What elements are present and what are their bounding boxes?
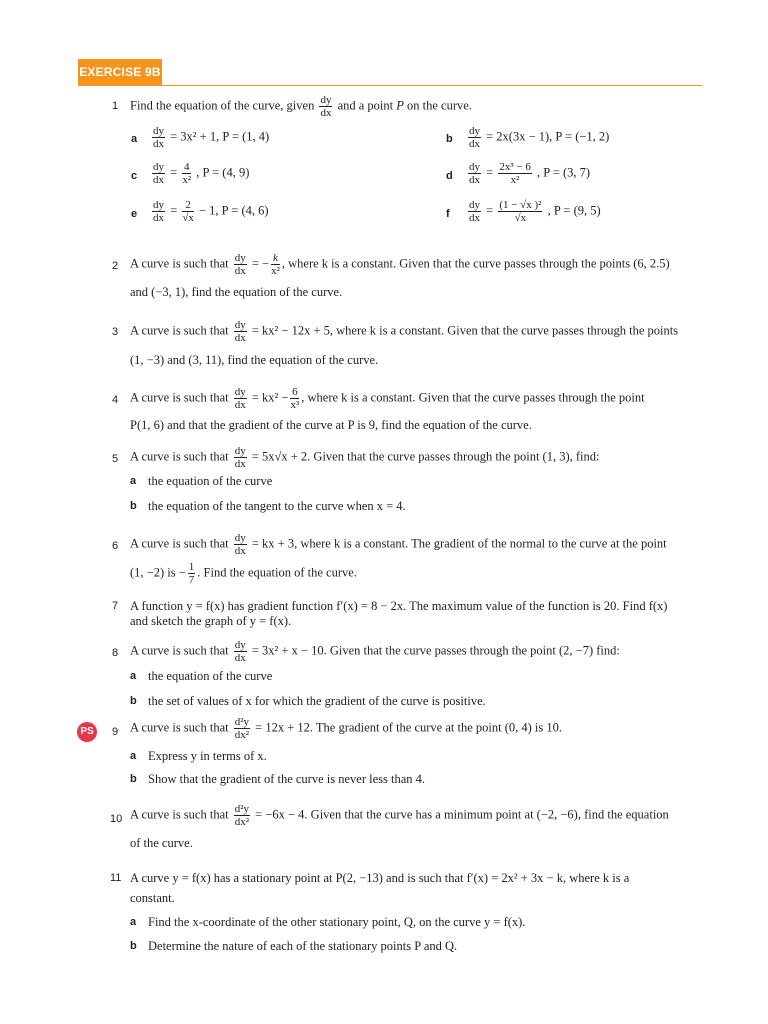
question-text-line2: P(1, 6) and that the gradient of the curve at P is 9, find the equation of the curve. <box>130 418 532 432</box>
part-label: b <box>130 940 137 952</box>
part-f-equation: $\frac{dy}{dx}$ = $\frac{\text{(1 − √x )²}}{√x}$ , P = (9, 5) <box>469 199 601 224</box>
part-label: a <box>130 750 137 762</box>
part-label: c <box>131 170 138 182</box>
question-text: A curve is such that $\frac{dy}{dx}$ = kx² − $\frac{6}{\text{x³}}$ , where k is a constant. Given that the curve passes through the point <box>130 386 645 411</box>
part-b-text: the set of values of x for which the gradient of the curve is positive. <box>148 694 486 708</box>
part-a-text: the equation of the curve <box>148 474 273 488</box>
question-text: A curve is such that $\frac{\text{d²y}}{\text{dx²}}$ = 12x + 12. The gradient of the curve at the point (0, 4) is 10. <box>130 716 563 741</box>
part-a-equation: $\frac{dy}{dx}$ = 3x² + 1, P = (1, 4) <box>153 125 270 150</box>
question-text-line2: and (−3, 1), find the equation of the curve. <box>130 285 343 299</box>
part-b-text: the equation of the tangent to the curve when x = 4. <box>148 499 406 513</box>
part-label: b <box>130 500 137 512</box>
part-label: a <box>131 133 138 145</box>
part-e-equation: $\frac{dy}{dx}$ = $\frac{2}{√x}$ − 1, P = (4, 6) <box>153 199 269 224</box>
header-rule <box>78 85 702 86</box>
part-d-equation: $\frac{dy}{dx}$ = $\frac{\text{2x³ − 6}}{\text{x²}}$ , P = (3, 7) <box>469 161 591 186</box>
part-a-text: Express y in terms of x. <box>148 749 267 763</box>
question-text: Find the equation of the curve, given $\frac{dy}{dx}$ and a point P on the curve. <box>130 94 472 119</box>
question-number: 7 <box>112 600 119 612</box>
part-a-text: Find the x-coordinate of the other stationary point, Q, on the curve y = f(x). <box>148 915 526 929</box>
part-b-text: Determine the nature of each of the stationary points P and Q. <box>148 939 458 953</box>
part-label: a <box>130 670 137 682</box>
part-label: d <box>446 170 453 182</box>
question-text: A curve y = f(x) has a stationary point at P(2, −13) and is such that f′(x) = 2x² + 3x − k, where k is a <box>130 871 630 885</box>
part-label: b <box>446 133 453 145</box>
question-number: 6 <box>112 540 119 552</box>
question-text-line2: (1, −2) is − $\frac{1}{7}$ . Find the equation of the curve. <box>130 561 357 586</box>
part-b-equation: $\frac{dy}{dx}$ = 2x(3x − 1), P = (−1, 2) <box>469 125 610 150</box>
question-text: A curve is such that $\frac{dy}{dx}$ = 5x√x + 2. Given that the curve passes through the point (1, 3), find: <box>130 445 600 470</box>
question-text: A function y = f(x) has gradient function f′(x) = 8 − 2x. The maximum value of the function is 20. Find f(x) <box>130 599 668 613</box>
part-c-equation: $\frac{dy}{dx}$ = $\frac{4}{\text{x²}}$ , P = (4, 9) <box>153 161 250 186</box>
question-text-line2: and sketch the graph of y = f(x). <box>130 614 292 628</box>
question-text-line2: of the curve. <box>130 836 193 850</box>
question-text: A curve is such that $\frac{dy}{dx}$ = kx + 3, where k is a constant. The gradient of the normal to the curve at the point <box>130 532 667 557</box>
part-label: e <box>131 208 138 220</box>
question-text: A curve is such that $\frac{dy}{dx}$ = 3x² + x − 10. Given that the curve passes through the point (2, −7) find: <box>130 639 620 664</box>
part-label: a <box>130 475 137 487</box>
part-a-text: the equation of the curve <box>148 669 273 683</box>
question-number: 5 <box>112 453 119 465</box>
part-b-text: Show that the gradient of the curve is never less than 4. <box>148 772 426 786</box>
question-number: 11 <box>110 872 122 884</box>
question-number: 8 <box>112 647 119 659</box>
question-number: 9 <box>112 726 119 738</box>
question-number: 10 <box>110 813 123 825</box>
problem-solving-badge: PS <box>77 722 97 742</box>
part-label: a <box>130 916 137 928</box>
question-text-line2: (1, −3) and (3, 11), find the equation of the curve. <box>130 353 379 367</box>
part-label: b <box>130 773 137 785</box>
exercise-header: EXERCISE 9B <box>78 59 162 86</box>
question-text-line2: constant. <box>130 891 175 905</box>
question-number: 4 <box>112 394 119 406</box>
question-number: 2 <box>112 260 119 272</box>
derivative-fraction: $\frac{dy}{dx}$ <box>320 94 332 119</box>
question-text: A curve is such that $\frac{dy}{dx}$ = kx² − 12x + 5, where k is a constant. Given that the curve passes through the points <box>130 319 679 344</box>
question-text: A curve is such that $\frac{\text{d²y}}{\text{dx²}}$ = −6x − 4. Given that the curve has a minimum point at (−2, −6), find the equation <box>130 803 669 828</box>
question-number: 1 <box>112 100 119 112</box>
part-label: b <box>130 695 137 707</box>
question-text: A curve is such that $\frac{dy}{dx}$ = − $\frac{k}{\text{x²}}$ , where k is a constant. Given that the curve passes through the points (6, 2.5) <box>130 252 670 277</box>
part-label: f <box>446 208 450 220</box>
question-number: 3 <box>112 326 119 338</box>
